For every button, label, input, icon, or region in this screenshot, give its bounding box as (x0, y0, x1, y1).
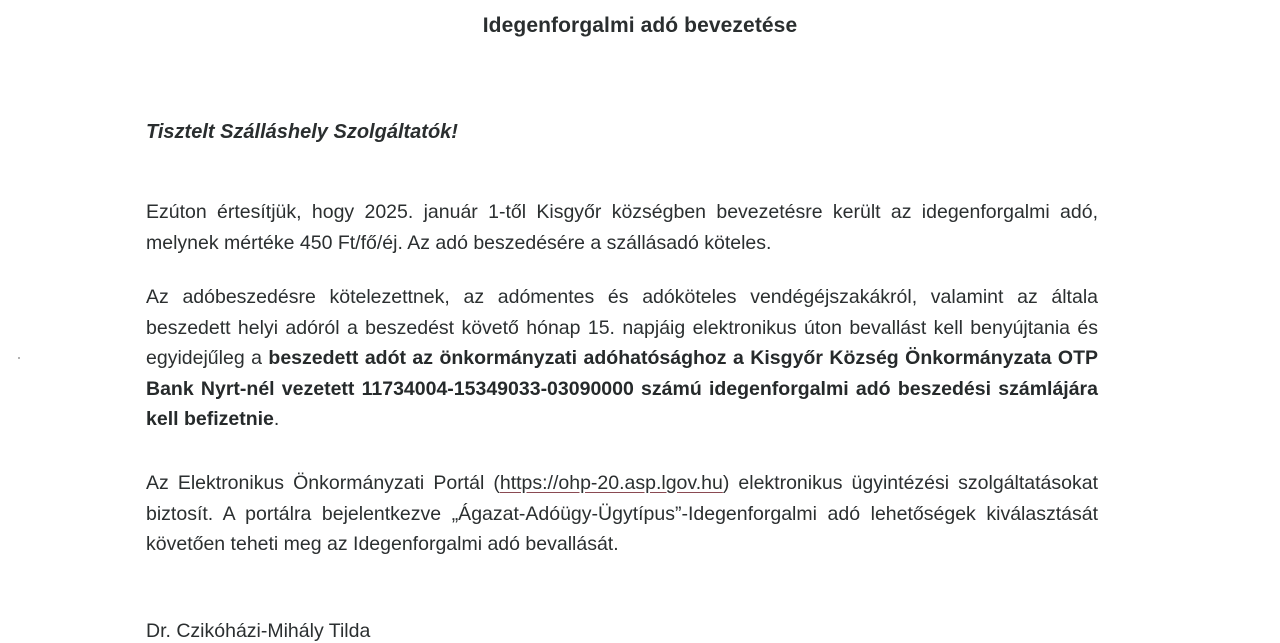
portal-link[interactable]: https://ohp-20.asp.lgov.hu (499, 472, 723, 494)
paragraph-text: Az adóbeszedésre kötelezettnek, az adómentes és adóköteles vendégéjszakákról, valamint az általa beszedett helyi adóról a beszedést követő hónap 15. napjáig elektronikus úton bevallást kell benyújtania és egyidejűleg a (146, 286, 1098, 369)
paragraph-portal-info (146, 468, 1098, 560)
signature-name: Dr. Czikóházi-Mihály Tilda (146, 620, 371, 642)
paragraph-tax-introduction (146, 197, 1098, 258)
document-title: Idegenforgalmi adó bevezetése (482, 14, 798, 37)
paragraph-text: Az Elektronikus Önkormányzati Portál ( (146, 472, 500, 494)
paragraph-reporting-obligation (146, 282, 1098, 435)
salutation: Tisztelt Szálláshely Szolgáltatók! (146, 121, 458, 143)
payment-instruction-bold: beszedett adót az önkormányzati adóhatósághoz a Kisgyőr Község Önkormányzata OTP Bank Nyrt-nél vezetett 11734004-15349033-03090000 számú idegenforgalmi adó beszedési számlájára kell befizetnie (146, 347, 1099, 430)
paragraph-text: ) elektronikus ügyintézési szolgáltatásokat biztosít. A portálra bejelentkezve „Ágazat-Adóügy-Ügytípus”-Idegenforgalmi adó lehetőségek kiválasztását követően teheti meg az Idegenforgalmi adó bevallását. (146, 472, 1099, 555)
paragraph-end: . (273, 408, 280, 430)
paragraph-text: Ezúton értesítjük, hogy 2025. január 1-től Kisgyőr községben bevezetésre került az idegenforgalmi adó, melynek mértéke 450 Ft/fő/éj. Az adó beszedésére a szállásadó köteles. (146, 201, 1098, 254)
scan-speck (18, 357, 20, 359)
